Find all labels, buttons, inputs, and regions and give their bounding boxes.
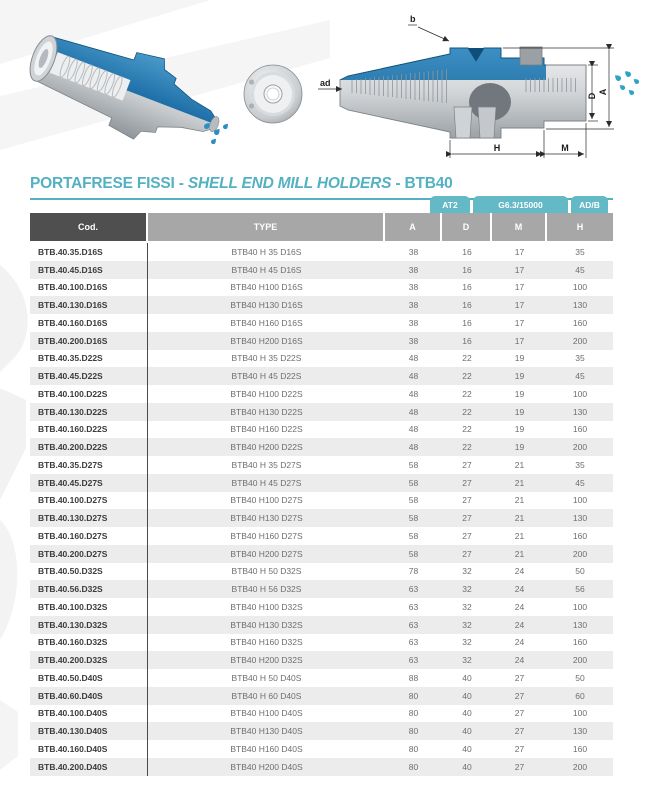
- side-view-body: [340, 47, 586, 138]
- badge-balance-grade: G6.3/15000: [473, 196, 568, 213]
- dim-m-cell: 19: [514, 406, 525, 417]
- type-cell: BTB40 H160 D27S: [230, 530, 303, 541]
- table-row: [30, 474, 613, 492]
- cod-cell: BTB.40.35.D22S: [30, 350, 148, 368]
- dim-d-cell: 16: [462, 317, 472, 328]
- dim-d-cell: 40: [462, 708, 472, 719]
- cod-cell: BTB.40.200.D27S: [30, 545, 148, 563]
- type-cell: BTB40 H 35 D22S: [231, 353, 302, 364]
- cod-cell: BTB.40.100.D27S: [30, 492, 148, 510]
- dim-h-cell: 160: [572, 424, 588, 435]
- dim-d-cell: 27: [462, 459, 472, 470]
- title-italic: SHELL END MILL HOLDERS: [187, 175, 392, 192]
- dim-d-cell: 16: [462, 282, 472, 293]
- dim-m-cell: 17: [514, 246, 525, 257]
- table-row: [30, 332, 613, 350]
- dim-a-cell: 48: [408, 442, 419, 453]
- type-cell: BTB40 H200 D32S: [230, 655, 303, 666]
- type-cell: BTB40 H 56 D32S: [231, 584, 302, 595]
- table-row: [30, 651, 613, 669]
- dim-a-cell: 58: [408, 495, 419, 506]
- dim-m-cell: 27: [514, 761, 525, 772]
- cod-cell: BTB.40.160.D27S: [30, 527, 148, 545]
- cod-cell: BTB.40.130.D32S: [30, 616, 148, 634]
- dim-h-cell: 200: [572, 442, 588, 453]
- dim-h-cell: 130: [572, 619, 588, 630]
- dim-h-cell: 130: [572, 300, 588, 311]
- type-cell: BTB40 H 45 D22S: [231, 371, 302, 382]
- table-row: [30, 421, 613, 439]
- badge-at2: AT2: [430, 196, 470, 213]
- table-row: [30, 598, 613, 616]
- cod-cell: BTB.40.130.D27S: [30, 509, 148, 527]
- dim-a-cell: 80: [408, 761, 419, 772]
- dim-d-cell: 16: [462, 335, 472, 346]
- dim-m-cell: 21: [514, 513, 525, 524]
- type-cell: BTB40 H130 D32S: [230, 619, 303, 630]
- type-cell: BTB40 H100 D32S: [230, 601, 303, 612]
- table-row: [30, 509, 613, 527]
- dim-d-cell: 32: [462, 566, 472, 577]
- cod-cell: BTB.40.200.D16S: [30, 332, 148, 350]
- cutaway-body: [18, 14, 234, 165]
- type-cell: BTB40 H200 D22S: [230, 442, 303, 453]
- cod-cell: BTB.40.160.D16S: [30, 314, 148, 332]
- type-cell: BTB40 H 35 D16S: [231, 246, 302, 257]
- type-cell: BTB40 H200 D16S: [230, 335, 303, 346]
- table-row: [30, 261, 613, 279]
- header-cod: Cod.: [30, 213, 148, 241]
- dim-h-cell: 45: [575, 371, 585, 382]
- cod-cell: BTB.40.200.D40S: [30, 758, 148, 776]
- table-row: [30, 634, 613, 652]
- type-cell: BTB40 H 45 D16S: [231, 264, 302, 275]
- dim-h-cell: 160: [572, 317, 588, 328]
- table-row: [30, 492, 613, 510]
- dim-m-cell: 21: [514, 495, 525, 506]
- cod-cell: BTB.40.60.D40S: [30, 687, 148, 705]
- dim-a-cell: 78: [408, 566, 419, 577]
- cod-cell: BTB.40.56.D32S: [30, 580, 148, 598]
- type-cell: BTB40 H160 D40S: [230, 743, 303, 754]
- dim-d-cell: 27: [462, 477, 472, 488]
- dim-m-cell: 27: [514, 690, 525, 701]
- table-header-row: [30, 213, 613, 241]
- dim-m-cell: 17: [514, 335, 525, 346]
- table-row: [30, 527, 613, 545]
- table-row: [30, 705, 613, 723]
- dim-a-cell: 80: [408, 726, 419, 737]
- dim-a-cell: 58: [408, 513, 419, 524]
- dim-a-cell: 63: [408, 619, 419, 630]
- tool-holder-cutaway-illustration: [10, 6, 315, 171]
- type-cell: BTB40 H 50 D40S: [231, 672, 302, 683]
- dim-m-cell: 27: [514, 708, 525, 719]
- dim-m-cell: 27: [514, 672, 525, 683]
- dim-d-cell: 22: [462, 442, 472, 453]
- type-cell: BTB40 H130 D16S: [230, 300, 303, 311]
- cod-cell: BTB.40.45.D22S: [30, 367, 148, 385]
- cod-cell: BTB.40.130.D40S: [30, 722, 148, 740]
- table-row: [30, 279, 613, 297]
- dim-a-cell: 48: [408, 424, 419, 435]
- badge-adb: AD/B: [571, 196, 608, 213]
- dim-a-cell: 58: [408, 548, 419, 559]
- dim-a-cell: 38: [408, 317, 419, 328]
- table-row: [30, 296, 613, 314]
- dim-m-cell: 19: [514, 353, 525, 364]
- dim-m-cell: 19: [514, 371, 525, 382]
- label-ad: ad: [320, 78, 331, 88]
- table-row: [30, 545, 613, 563]
- dim-d-cell: 40: [462, 672, 472, 683]
- type-cell: BTB40 H100 D16S: [230, 282, 303, 293]
- dim-h-cell: 130: [572, 726, 588, 737]
- type-cell: BTB40 H130 D27S: [230, 513, 303, 524]
- dim-m-cell: 24: [514, 566, 525, 577]
- coolant-droplets-right: [613, 69, 640, 96]
- page-title: [30, 175, 613, 193]
- type-cell: BTB40 H160 D22S: [230, 424, 303, 435]
- dim-h-cell: 35: [575, 459, 585, 470]
- type-cell: BTB40 H200 D27S: [230, 548, 303, 559]
- type-cell: BTB40 H100 D22S: [230, 388, 303, 399]
- dim-a-cell: 88: [408, 672, 419, 683]
- dim-a-cell: 38: [408, 246, 419, 257]
- clamp-block: [520, 47, 542, 65]
- dim-h-cell: 100: [572, 388, 588, 399]
- dim-h-cell: 35: [575, 246, 585, 257]
- cod-cell: BTB.40.100.D22S: [30, 385, 148, 403]
- table-row: [30, 722, 613, 740]
- dim-a-cell: 48: [408, 388, 419, 399]
- dim-h-cell: 50: [575, 566, 585, 577]
- type-cell: BTB40 H100 D40S: [230, 708, 303, 719]
- dim-a-cell: 63: [408, 584, 419, 595]
- table-row: [30, 456, 613, 474]
- dim-a-cell: 63: [408, 637, 419, 648]
- dim-a-cell: 63: [408, 655, 419, 666]
- dim-m-cell: 24: [514, 637, 525, 648]
- dim-m-cell: 24: [514, 601, 525, 612]
- dim-d-cell: 27: [462, 495, 472, 506]
- table-row: [30, 314, 613, 332]
- dim-m-cell: 24: [514, 584, 525, 595]
- type-cell: BTB40 H160 D32S: [230, 637, 303, 648]
- dim-d-cell: 32: [462, 584, 472, 595]
- type-cell: BTB40 H 50 D32S: [231, 566, 302, 577]
- dim-a-cell: 80: [408, 708, 419, 719]
- type-cell: BTB40 H130 D40S: [230, 726, 303, 737]
- type-cell: BTB40 H130 D22S: [230, 406, 303, 417]
- end-cap-face-view: [244, 65, 302, 123]
- dim-d-cell: 27: [462, 513, 472, 524]
- dim-a-cell: 58: [408, 459, 419, 470]
- header-h: H: [547, 213, 613, 241]
- dim-a-cell: 80: [408, 743, 419, 754]
- dim-m-cell: 24: [514, 655, 525, 666]
- cod-cell: BTB.40.50.D32S: [30, 563, 148, 581]
- dim-m-cell: 19: [514, 424, 525, 435]
- cod-cell: BTB.40.100.D32S: [30, 598, 148, 616]
- type-cell: BTB40 H 60 D40S: [231, 690, 302, 701]
- dim-m-cell: 21: [514, 530, 525, 541]
- label-b: b: [410, 14, 416, 24]
- dim-d-cell: 32: [462, 655, 472, 666]
- label-h: H: [493, 143, 501, 153]
- cod-cell: BTB.40.50.D40S: [30, 669, 148, 687]
- cod-cell: BTB.40.200.D22S: [30, 438, 148, 456]
- dim-m-cell: 21: [514, 459, 525, 470]
- type-cell: BTB40 H160 D16S: [230, 317, 303, 328]
- dim-d-cell: 40: [462, 761, 472, 772]
- dim-a-cell: 38: [408, 335, 419, 346]
- dim-h-cell: 200: [572, 761, 588, 772]
- type-cell: BTB40 H100 D27S: [230, 495, 303, 506]
- label-d: D: [587, 92, 597, 100]
- title-sep-2: -: [391, 175, 405, 192]
- dim-h-cell: 45: [575, 264, 585, 275]
- dim-h-cell: 160: [572, 530, 588, 541]
- cod-cell: BTB.40.45.D27S: [30, 474, 148, 492]
- cod-cell: BTB.40.35.D16S: [30, 243, 148, 261]
- dim-h-cell: 130: [572, 406, 588, 417]
- cod-cell: BTB.40.35.D27S: [30, 456, 148, 474]
- dim-d-cell: 40: [462, 726, 472, 737]
- dim-d-cell: 27: [462, 548, 472, 559]
- type-cell: BTB40 H 45 D27S: [231, 477, 302, 488]
- dim-h-cell: 60: [575, 690, 585, 701]
- table-row: [30, 403, 613, 421]
- dim-h-cell: 35: [575, 353, 585, 364]
- dim-a-cell: 48: [408, 406, 419, 417]
- dim-a-cell: 48: [408, 353, 419, 364]
- cod-cell: BTB.40.200.D32S: [30, 651, 148, 669]
- dim-d-cell: 32: [462, 601, 472, 612]
- header-m: M: [492, 213, 547, 241]
- dim-h-cell: 130: [572, 513, 588, 524]
- dim-d-cell: 22: [462, 406, 472, 417]
- dim-m-cell: 19: [514, 388, 525, 399]
- cod-cell: BTB.40.160.D40S: [30, 740, 148, 758]
- table-row: [30, 740, 613, 758]
- badge-row: [30, 196, 613, 213]
- label-a: A: [598, 88, 608, 96]
- dim-d-cell: 16: [462, 300, 472, 311]
- dim-h-cell: 200: [572, 655, 588, 666]
- dim-m-cell: 27: [514, 726, 525, 737]
- dim-m-cell: 17: [514, 300, 525, 311]
- dim-h-cell: 200: [572, 548, 588, 559]
- dim-d-cell: 22: [462, 353, 472, 364]
- cod-cell: BTB.40.130.D16S: [30, 296, 148, 314]
- dim-a-cell: 58: [408, 477, 419, 488]
- dim-h-cell: 200: [572, 335, 588, 346]
- table-row: [30, 687, 613, 705]
- dim-a-cell: 38: [408, 264, 419, 275]
- title-main-2: BTB40: [404, 175, 453, 192]
- dim-d-cell: 16: [462, 264, 472, 275]
- table-row: [30, 350, 613, 368]
- dim-a-cell: 38: [408, 300, 419, 311]
- table-row: [30, 669, 613, 687]
- table-row: [30, 563, 613, 581]
- cod-cell: BTB.40.100.D40S: [30, 705, 148, 723]
- title-main-1: PORTAFRESE FISSI: [30, 175, 175, 192]
- tool-holder-dimension-drawing: [318, 8, 645, 174]
- dim-h-cell: 50: [575, 672, 585, 683]
- dim-h-cell: 100: [572, 495, 588, 506]
- dim-d-cell: 32: [462, 637, 472, 648]
- header-type: TYPE: [148, 213, 385, 241]
- table-row: [30, 385, 613, 403]
- table-row: [30, 616, 613, 634]
- table-row: [30, 367, 613, 385]
- dim-a-cell: 58: [408, 530, 419, 541]
- header-d: D: [442, 213, 492, 241]
- dim-d-cell: 22: [462, 424, 472, 435]
- title-sep-1: -: [174, 175, 188, 192]
- dim-d-cell: 27: [462, 530, 472, 541]
- table-row: [30, 758, 613, 776]
- dim-d-cell: 40: [462, 743, 472, 754]
- dim-d-cell: 32: [462, 619, 472, 630]
- dim-h-cell: 56: [575, 584, 585, 595]
- dim-h-cell: 160: [572, 743, 588, 754]
- header-a: A: [385, 213, 442, 241]
- label-m: M: [561, 143, 569, 153]
- dim-m-cell: 21: [514, 548, 525, 559]
- dim-d-cell: 40: [462, 690, 472, 701]
- dim-d-cell: 16: [462, 246, 472, 257]
- cod-cell: BTB.40.160.D22S: [30, 421, 148, 439]
- dim-m-cell: 17: [514, 264, 525, 275]
- dim-m-cell: 17: [514, 282, 525, 293]
- dim-a-cell: 63: [408, 601, 419, 612]
- dim-m-cell: 24: [514, 619, 525, 630]
- dim-a-cell: 48: [408, 371, 419, 382]
- spec-table: [30, 213, 613, 776]
- dim-h-cell: 100: [572, 601, 588, 612]
- dim-h-cell: 160: [572, 637, 588, 648]
- cod-cell: BTB.40.130.D22S: [30, 403, 148, 421]
- type-cell: BTB40 H 35 D27S: [231, 459, 302, 470]
- table-row: [30, 580, 613, 598]
- dim-m-cell: 17: [514, 317, 525, 328]
- cod-cell: BTB.40.100.D16S: [30, 279, 148, 297]
- dim-h-cell: 100: [572, 282, 588, 293]
- cod-cell: BTB.40.160.D32S: [30, 634, 148, 652]
- dim-m-cell: 19: [514, 442, 525, 453]
- dim-d-cell: 22: [462, 371, 472, 382]
- dim-h-cell: 100: [572, 708, 588, 719]
- dim-m-cell: 27: [514, 743, 525, 754]
- dim-m-cell: 21: [514, 477, 525, 488]
- type-cell: BTB40 H200 D40S: [230, 761, 303, 772]
- dim-a-cell: 38: [408, 282, 419, 293]
- table-body: [30, 243, 613, 776]
- table-row: [30, 243, 613, 261]
- table-row: [30, 438, 613, 456]
- dim-d-cell: 22: [462, 388, 472, 399]
- dim-h-cell: 45: [575, 477, 585, 488]
- cod-cell: BTB.40.45.D16S: [30, 261, 148, 279]
- dim-a-cell: 80: [408, 690, 419, 701]
